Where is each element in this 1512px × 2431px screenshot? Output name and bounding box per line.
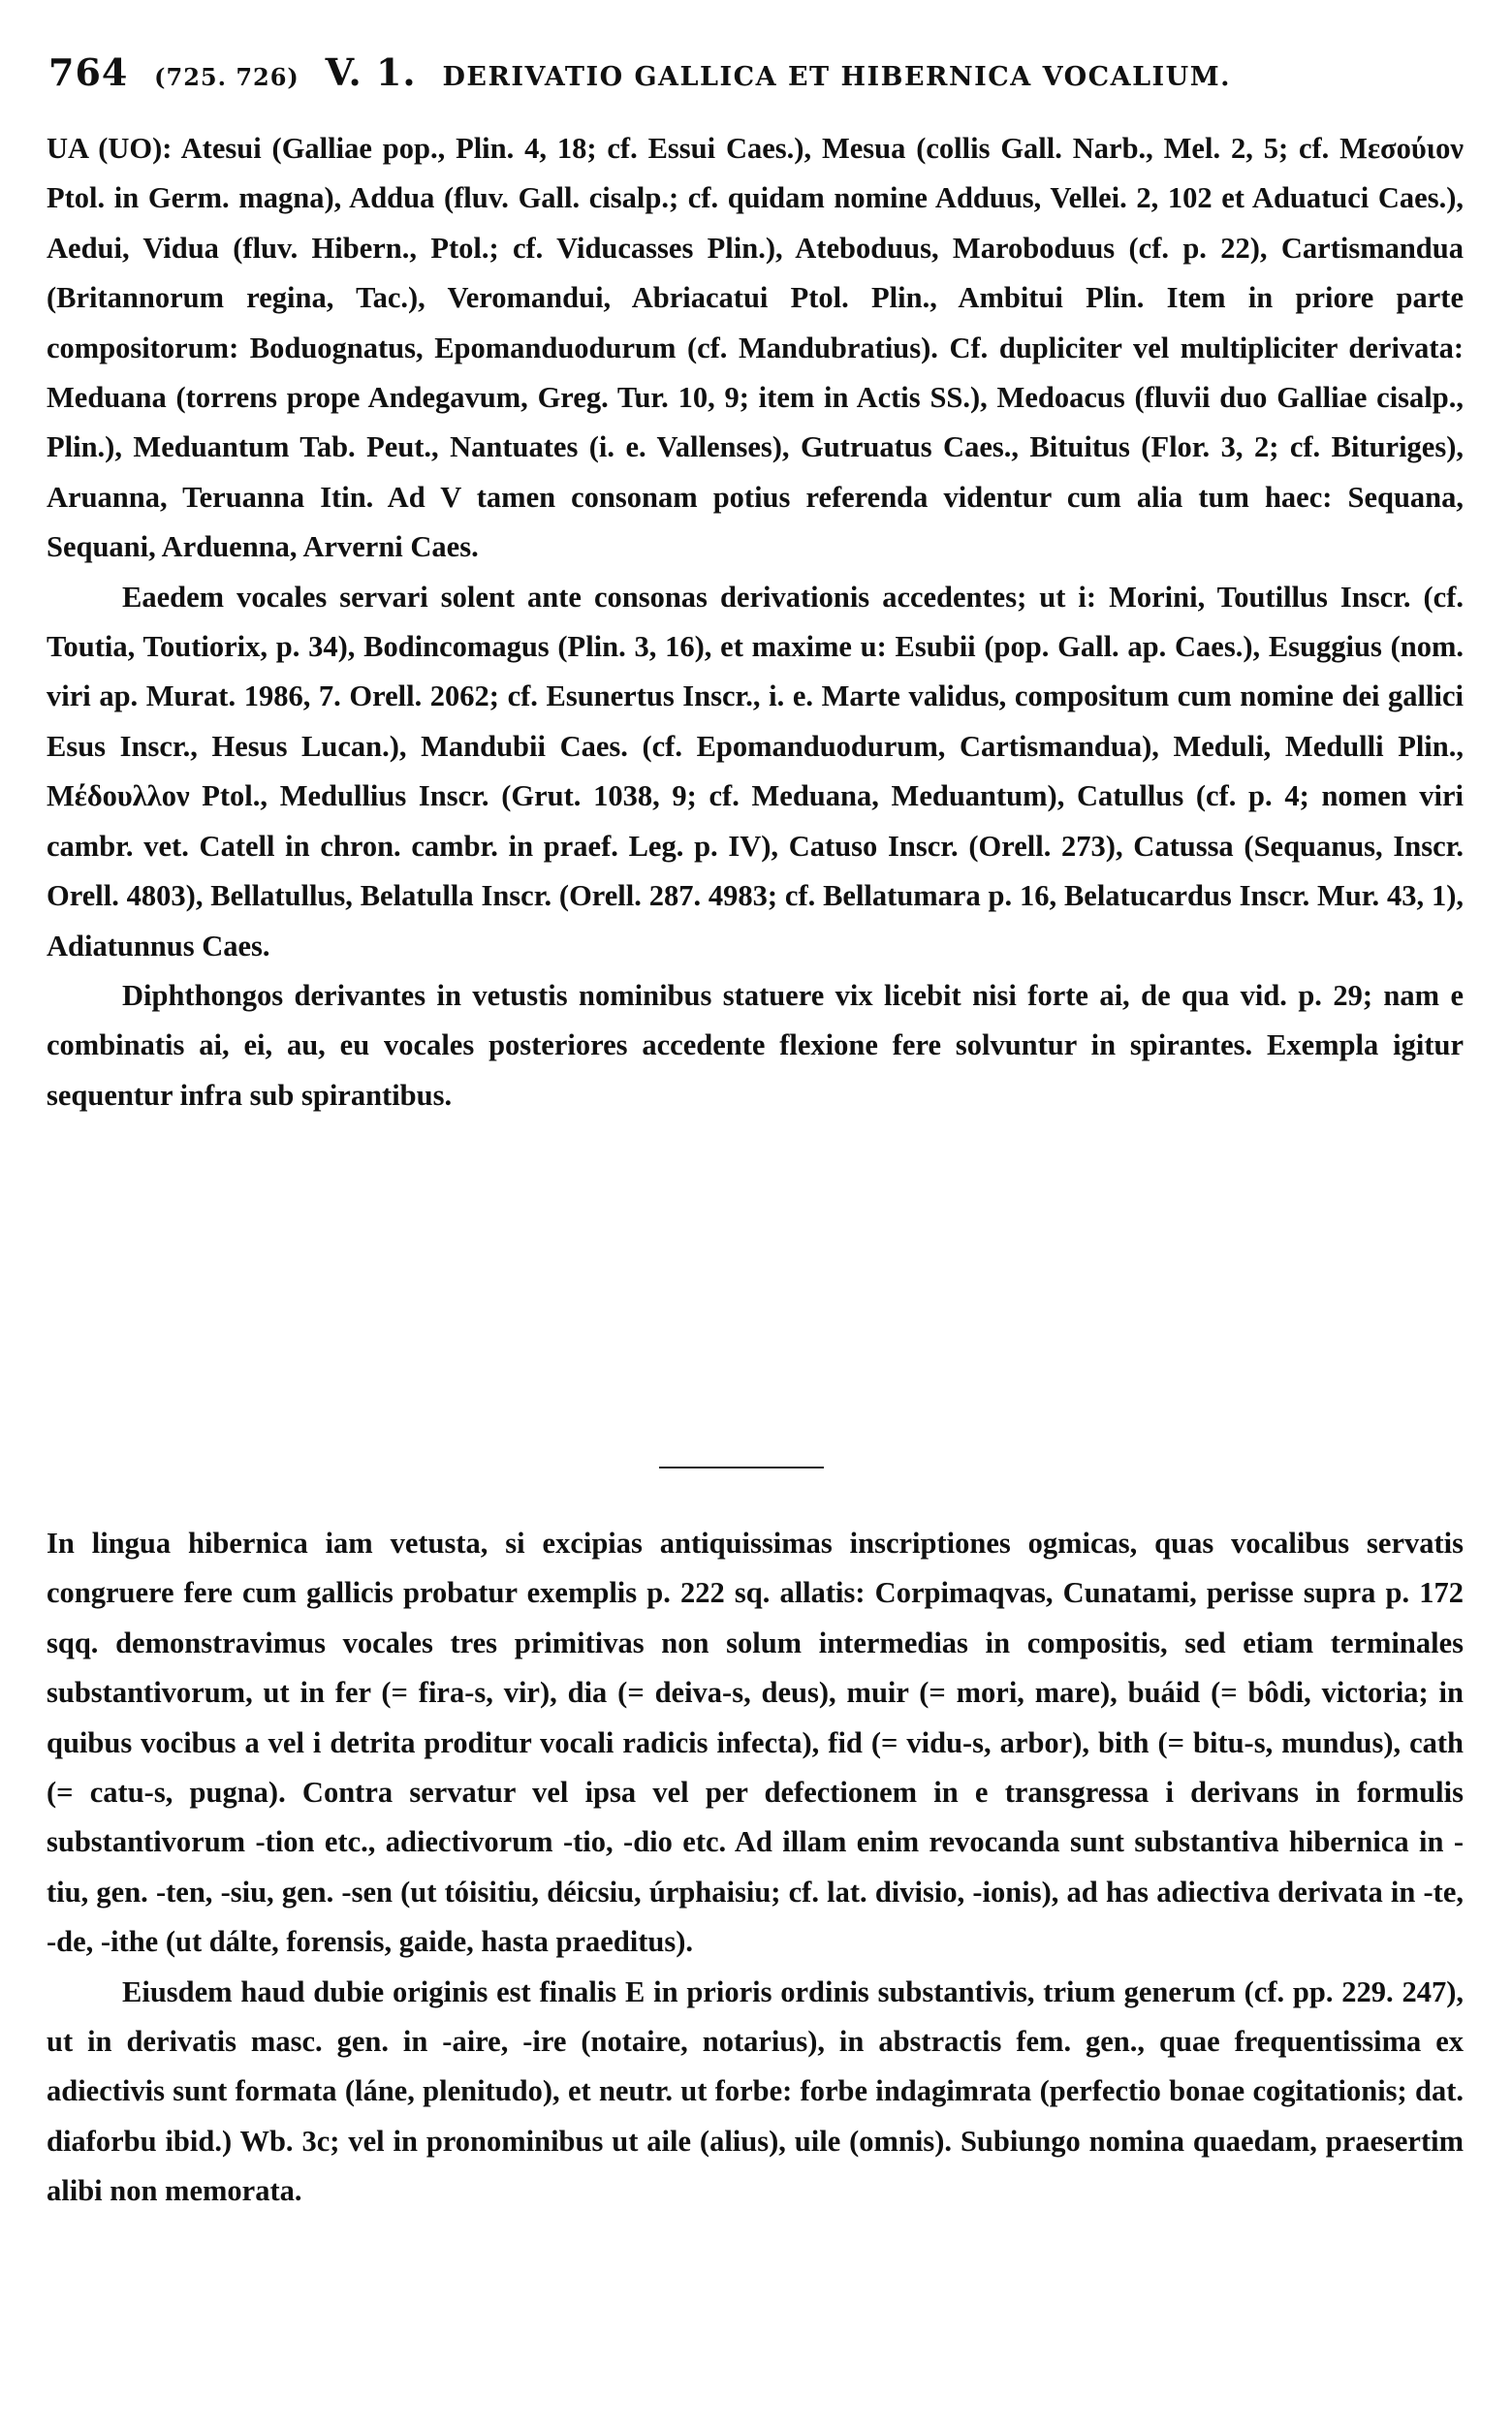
paragraph-ua-uo: UA (UO): Atesui (Galliae pop., Plin. 4, 18; cf. Essui Caes.), Mesua (collis Gall. Narb., Mel. 2, 5; cf. Μεσούιον Ptol. in Germ. magna), Addua (fluv. Gall. cisalp.; cf. quidam nomine Adduus, Vellei. 2, 102 et Aduatuci Caes.), Aedui, Vidua (fluv. Hibern., Ptol.; cf. Viducasses Plin.), Ateboduus, Maroboduus (cf. p. 22), Cartismandua (Britannorum regina, Tac.), Veromandui, Abriacatui Ptol. Plin., Ambitui Plin. Item in priore parte compositorum: Boduognatus, Epomanduodurum (cf. Mandubratius). Cf. dupliciter vel multipliciter derivata: Meduana (torrens prope Andegavum, Greg. Tur. 10, 9; item in Actis SS.), Medoacus (fluvii duo Galliae cisalp., Plin.), Meduantum Tab. Peut., Nantuates (i. e. Vallenses), Gutruatus Caes., Bituitus (Flor. 3, 2; cf. Bituriges), Aruanna, Teruanna Itin. Ad V tamen consonam potius referenda videntur cum alia tum haec: Sequana, Sequani, Arduenna, Arverni Caes. xyxy=(47,132,1464,564)
running-title: DERIVATIO GALLICA ET HIBERNICA VOCALIUM. xyxy=(442,62,1232,92)
section-divider xyxy=(659,1467,824,1468)
paragraph-lingua-hibernica: In lingua hibernica iam vetusta, si excipias antiquissimas inscriptiones ogmicas, quas vocalibus servatis congruere fere cum gallicis probatur exemplis p. 222 sq. allatis: Corpimaqvas, Cunatami, perisse supra p. 172 sqq. demonstravimus vocales tres primitivas non solum intermedias in compositis, sed etiam terminales substantivorum, ut in fer (= fira-s, vir), dia (= deiva-s, deus), muir (= mori, mare), buáid (= bôdi, victoria; in quibus vocibus a vel i detrita proditur vocali radicis infecta), fid (= vidu-s, arbor), bith (= bitu-s, mundus), cath (= catu-s, pugna). Contra servatur vel ipsa vel per defectionem in e transgressa i derivans in formulis substantivorum -tion etc., adiectivorum -tio, -dio etc. Ad illam enim revocanda sunt substantiva hibernica in -tiu, gen. -ten, -siu, gen. -sen (ut tóisitiu, déicsiu, úrphaisiu; cf. lat. divisio, -ionis), ad has adiectiva derivata in -te, -de, -ithe (ut dálte, forensis, gaide, hasta praeditus). xyxy=(47,1527,1464,1959)
paragraph-eiusdem: Eiusdem haud dubie originis est finalis E in prioris ordinis substantivis, trium generum (cf. pp. 229. 247), ut in derivatis masc. gen. in -aire, -ire (notaire, notarius), in abstractis fem. gen., quae frequentissima ex adiectivis sunt formata (láne, plenitudo), et neutr. ut forbe: forbe indagimrata (perfectio bonae cogitationis; dat. diaforbu ibid.) Wb. 3c; vel in pronominibus ut aile (alius), uile (omnis). Subiungo nomina quaedam, praesertim alibi non memorata. xyxy=(47,1974,1464,2208)
running-header xyxy=(48,50,1464,94)
paragraph-diphthongos: Diphthongos derivantes in vetustis nominibus statuere vix licebit nisi forte ai, de qua vid. p. 29; nam e combinatis ai, ei, au, eu vocales posteriores accedente flexione fere solvuntur in spirantes. Exempla igitur sequentur infra sub spirantibus. xyxy=(47,978,1464,1112)
paragraph-eaedem-vocales: Eaedem vocales servari solent ante consonas derivationis accedentes; ut i: Morini, Toutillus Inscr. (cf. Toutia, Toutiorix, p. 34), Bodincomagus (Plin. 3, 16), et maxime u: Esubii (pop. Gall. ap. Caes.), Esuggius (nom. viri ap. Murat. 1986, 7. Orell. 2062; cf. Esunertus Inscr., i. e. Marte validus, compositum cum nomine dei gallici Esus Inscr., Hesus Lucan.), Mandubii Caes. (cf. Epomanduodurum, Cartismandua), Meduli, Medulli Plin., Μέδουλλον Ptol., Medullius Inscr. (Grut. 1038, 9; cf. Meduana, Meduantum), Catullus (cf. p. 4; nomen viri cambr. vet. Catell in chron. cambr. in praef. Leg. p. IV), Catuso Inscr. (Orell. 273), Catussa (Sequanus, Inscr. Orell. 4803), Bellatullus, Belatulla Inscr. (Orell. 287. 4983; cf. Bellatumara p. 16, Belatucardus Inscr. Mur. 43, 1), Adiatunnus Caes. xyxy=(47,580,1464,963)
section-number: V. 1. xyxy=(325,50,417,94)
text-block-continental xyxy=(47,124,1464,1121)
text-block-hibernica xyxy=(47,1519,1464,2217)
column-reference: (725. 726) xyxy=(154,63,299,91)
page-number: 764 xyxy=(48,50,129,94)
